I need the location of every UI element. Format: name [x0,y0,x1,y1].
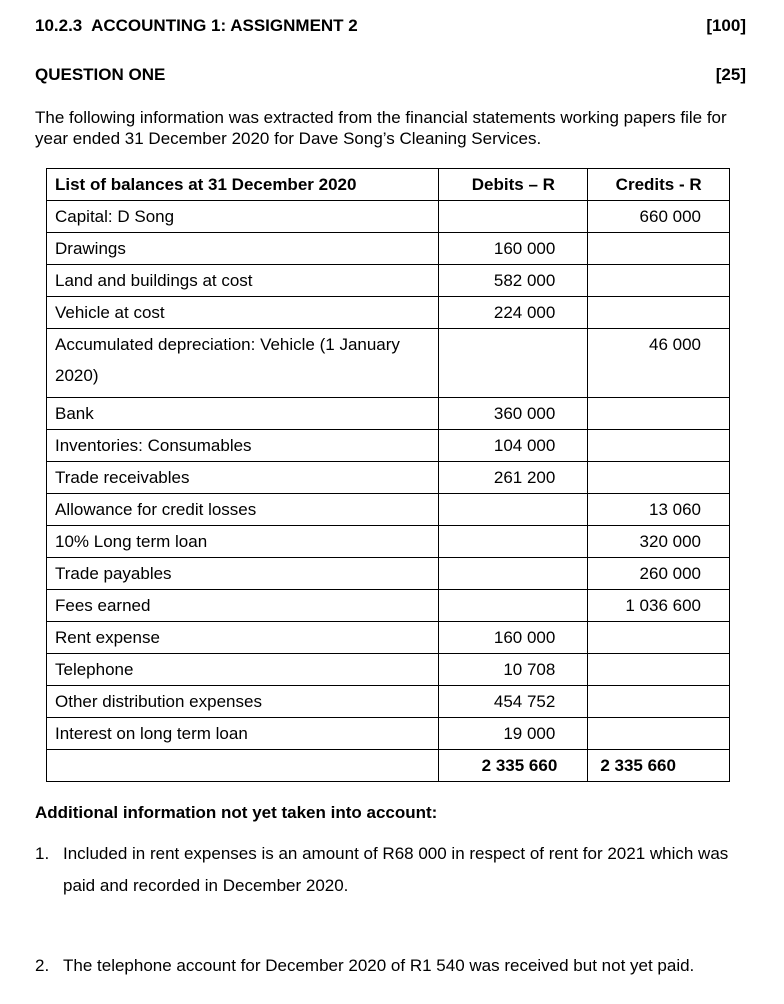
balances-table [46,168,730,782]
row-debit: 160 000 [439,622,588,654]
row-debit: 160 000 [439,233,588,265]
row-description: Land and buildings at cost [47,265,439,297]
row-debit: 19 000 [439,718,588,750]
table-row [47,654,730,686]
row-description: 10% Long term loan [47,526,439,558]
row-description: Drawings [47,233,439,265]
additional-info-item [35,950,755,982]
row-credit [588,430,730,462]
row-description: Capital: D Song [47,201,439,233]
row-description: Interest on long term loan [47,718,439,750]
row-debit [439,526,588,558]
question-header [35,65,746,85]
table-row [47,265,730,297]
row-credit [588,462,730,494]
item-text: The telephone account for December 2020 of R1 540 was received but not yet paid. [63,956,695,975]
row-debit [439,201,588,233]
table-row [47,686,730,718]
row-debit [439,558,588,590]
row-description: Accumulated depreciation: Vehicle (1 January 2020) [47,329,439,398]
row-debit [439,329,588,398]
additional-info-item [35,838,755,902]
question-title: QUESTION ONE [35,65,166,84]
table-row [47,718,730,750]
row-description: Vehicle at cost [47,297,439,329]
totals-row [47,750,730,782]
row-credit: 13 060 [588,494,730,526]
total-debits: 2 335 660 [439,750,588,782]
row-debit: 10 708 [439,654,588,686]
total-marks: [100] [706,16,746,35]
column-header-debits: Debits – R [439,169,588,201]
total-credits: 2 335 660 [588,750,730,782]
assignment-title: 10.2.3 ACCOUNTING 1: ASSIGNMENT 2 [35,16,358,35]
row-credit [588,265,730,297]
row-description: Trade payables [47,558,439,590]
row-credit [588,718,730,750]
table-row [47,430,730,462]
row-description: Rent expense [47,622,439,654]
row-description: Allowance for credit losses [47,494,439,526]
row-debit: 261 200 [439,462,588,494]
row-description: Inventories: Consumables [47,430,439,462]
table-row [47,398,730,430]
row-credit: 320 000 [588,526,730,558]
table-row [47,622,730,654]
row-debit [439,494,588,526]
row-description: Bank [47,398,439,430]
row-credit: 660 000 [588,201,730,233]
row-credit [588,398,730,430]
row-credit [588,233,730,265]
row-description: Other distribution expenses [47,686,439,718]
row-debit: 104 000 [439,430,588,462]
row-debit: 360 000 [439,398,588,430]
table-row [47,329,730,398]
row-description: Trade receivables [47,462,439,494]
table-row [47,462,730,494]
table-row [47,526,730,558]
row-credit [588,654,730,686]
table-row [47,297,730,329]
row-credit: 1 036 600 [588,590,730,622]
column-header-description: List of balances at 31 December 2020 [47,169,439,201]
intro-paragraph: The following information was extracted from the financial statements working papers file for year ended 31 December 2020 for Dave Song’s Cleaning Services. [35,108,727,148]
table-header-row [47,169,730,201]
table-row [47,558,730,590]
row-debit [439,590,588,622]
assignment-header [35,16,746,36]
item-number: 2. [35,956,50,975]
row-credit: 260 000 [588,558,730,590]
question-marks: [25] [715,65,746,84]
table-row [47,201,730,233]
row-credit [588,686,730,718]
table-row [47,590,730,622]
item-text: Included in rent expenses is an amount of R68 000 in respect of rent for 2021 which was paid and recorded in December 2020. [63,844,729,895]
table-row [47,494,730,526]
column-header-credits: Credits - R [588,169,730,201]
row-credit [588,297,730,329]
totals-label [47,750,439,782]
row-description: Telephone [47,654,439,686]
additional-info-heading: Additional information not yet taken into account: [35,803,438,822]
row-description: Fees earned [47,590,439,622]
item-number: 1. [35,844,50,863]
row-debit: 454 752 [439,686,588,718]
table-row [47,233,730,265]
row-debit: 224 000 [439,297,588,329]
row-debit: 582 000 [439,265,588,297]
row-credit [588,622,730,654]
row-credit: 46 000 [588,329,730,398]
